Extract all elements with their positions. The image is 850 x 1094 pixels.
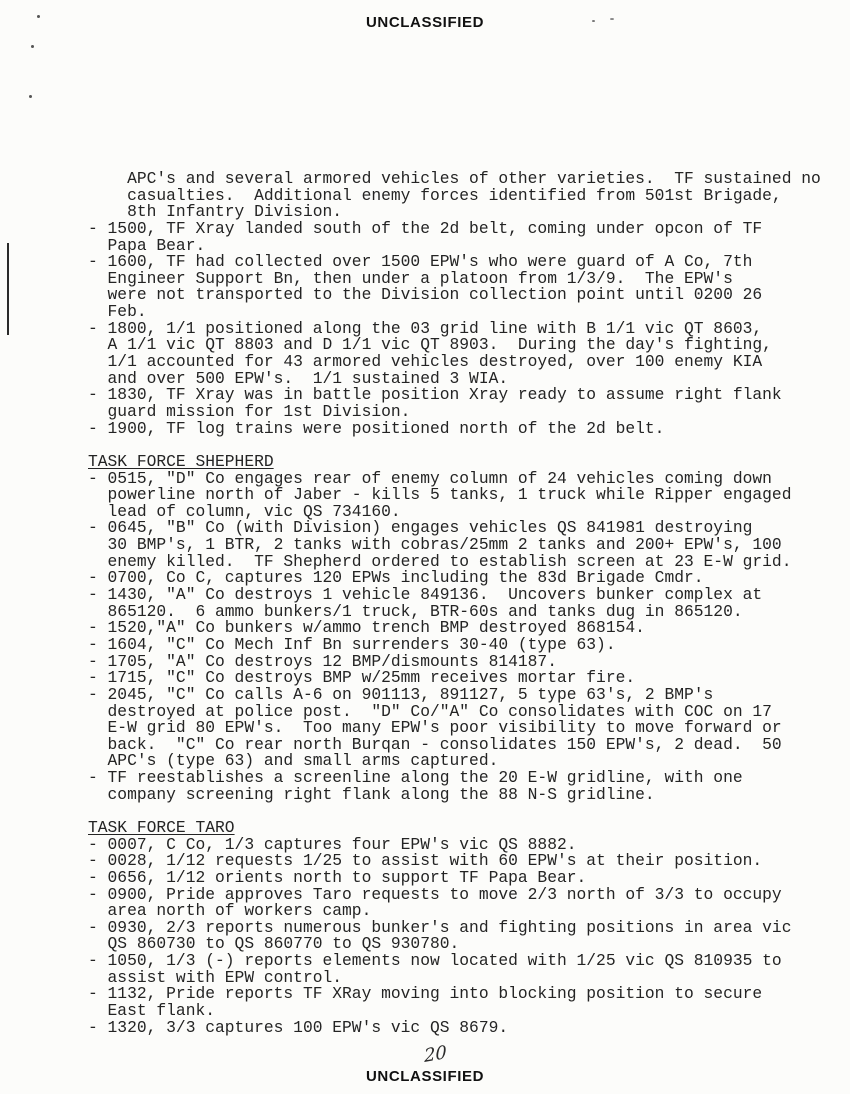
document-line: 8th Infantry Division. bbox=[88, 202, 343, 222]
document-line: - 0515, "D" Co engages rear of enemy column of 24 vehicles coming down bbox=[88, 468, 772, 488]
document-line: - 1500, TF Xray landed south of the 2d belt, coming under opcon of TF bbox=[88, 218, 763, 238]
document-line: assist with EPW control. bbox=[88, 967, 343, 987]
document-line: - 1520,"A" Co bunkers w/ammo trench BMP destroyed 868154. bbox=[88, 618, 645, 638]
document-line: - 0900, Pride approves Taro requests to move 2/3 north of 3/3 to occupy bbox=[88, 884, 782, 904]
document-line: 30 BMP's, 1 BTR, 2 tanks with cobras/25mm 2 tanks and 200+ EPW's, 100 bbox=[88, 535, 782, 555]
document-line: - 1320, 3/3 captures 100 EPW's vic QS 8679. bbox=[88, 1017, 509, 1037]
document-line: - 1430, "A" Co destroys 1 vehicle 849136. Uncovers bunker complex at bbox=[88, 585, 763, 605]
document-line: Feb. bbox=[88, 302, 147, 322]
document-line: company screening right flank along the 88 N-S gridline. bbox=[88, 784, 655, 804]
document-line: powerline north of Jaber - kills 5 tanks, 1 truck while Ripper engaged bbox=[88, 485, 792, 505]
section-heading: TASK FORCE SHEPHERD bbox=[88, 451, 274, 471]
document-line: - 1800, 1/1 positioned along the 03 grid line with B 1/1 vic QT 8603, bbox=[88, 318, 763, 338]
document-line: - 1132, Pride reports TF XRay moving into blocking position to secure bbox=[88, 984, 763, 1004]
document-line: 1/1 accounted for 43 armored vehicles destroyed, over 100 enemy KIA bbox=[88, 352, 763, 372]
document-line: - 1604, "C" Co Mech Inf Bn surrenders 30-40 (type 63). bbox=[88, 634, 616, 654]
document-line: - 0028, 1/12 requests 1/25 to assist with 60 EPW's at their position. bbox=[88, 851, 763, 871]
document-line: destroyed at police post. "D" Co/"A" Co consolidates with COC on 17 bbox=[88, 701, 772, 721]
document-line: enemy killed. TF Shepherd ordered to establish screen at 23 E-W grid. bbox=[88, 551, 792, 571]
document-line: were not transported to the Division collection point until 0200 26 bbox=[88, 285, 763, 305]
document-line: A 1/1 vic QT 8803 and D 1/1 vic QT 8903. During the day's fighting, bbox=[88, 335, 772, 355]
document-line: back. "C" Co rear north Burqan - consolidates 150 EPW's, 2 dead. 50 bbox=[88, 734, 782, 754]
document-line: guard mission for 1st Division. bbox=[88, 401, 411, 421]
document-line: Papa Bear. bbox=[88, 235, 206, 255]
document-line: - 1050, 1/3 (-) reports elements now located with 1/25 vic QS 810935 to bbox=[88, 951, 782, 971]
classification-footer: UNCLASSIFIED bbox=[365, 1068, 485, 1085]
scan-speck bbox=[29, 95, 32, 98]
margin-mark bbox=[7, 243, 9, 335]
document-line: - 1600, TF had collected over 1500 EPW's who were guard of A Co, 7th bbox=[88, 252, 753, 272]
document-line: - 0007, C Co, 1/3 captures four EPW's vic QS 8882. bbox=[88, 834, 577, 854]
document-line: 865120. 6 ammo bunkers/1 truck, BTR-60s and tanks dug in 865120. bbox=[88, 601, 743, 621]
document-line: East flank. bbox=[88, 1001, 216, 1021]
classification-header: UNCLASSIFIED bbox=[365, 14, 485, 31]
document-line: - 0645, "B" Co (with Division) engages vehicles QS 841981 destroying bbox=[88, 518, 753, 538]
document-line: QS 860730 to QS 860770 to QS 930780. bbox=[88, 934, 460, 954]
document-line: - TF reestablishes a screenline along the 20 E-W gridline, with one bbox=[88, 768, 743, 788]
page-number: 20 bbox=[423, 1041, 448, 1068]
document-line: area north of workers camp. bbox=[88, 901, 372, 921]
document-line: - 0930, 2/3 reports numerous bunker's and fighting positions in area vic bbox=[88, 917, 792, 937]
scan-speck bbox=[31, 45, 34, 48]
document-body bbox=[88, 171, 828, 1036]
document-line: APC's and several armored vehicles of other varieties. TF sustained no bbox=[88, 169, 821, 188]
document-line: APC's (type 63) and small arms captured. bbox=[88, 751, 499, 771]
document-line: - 0656, 1/12 orients north to support TF Papa Bear. bbox=[88, 867, 587, 887]
document-line: - 1830, TF Xray was in battle position Xray ready to assume right flank bbox=[88, 385, 782, 405]
section-heading: TASK FORCE TARO bbox=[88, 817, 235, 837]
document-line: - 2045, "C" Co calls A-6 on 901113, 891127, 5 type 63's, 2 BMP's bbox=[88, 684, 714, 704]
document-line: casualties. Additional enemy forces identified from 501st Brigade, bbox=[88, 185, 782, 205]
document-line: - 0700, Co C, captures 120 EPWs including the 83d Brigade Cmdr. bbox=[88, 568, 704, 588]
document-line: E-W grid 80 EPW's. Too many EPW's poor visibility to move forward or bbox=[88, 718, 782, 738]
document-line: - 1715, "C" Co destroys BMP w/25mm receives mortar fire. bbox=[88, 668, 636, 688]
document-line: lead of column, vic QS 734160. bbox=[88, 501, 401, 521]
document-line: - 1705, "A" Co destroys 12 BMP/dismounts 814187. bbox=[88, 651, 557, 671]
document-line: Engineer Support Bn, then under a platoon from 1/3/9. The EPW's bbox=[88, 268, 733, 288]
document-line: - 1900, TF log trains were positioned north of the 2d belt. bbox=[88, 418, 665, 438]
document-line: and over 500 EPW's. 1/1 sustained 3 WIA. bbox=[88, 368, 509, 388]
